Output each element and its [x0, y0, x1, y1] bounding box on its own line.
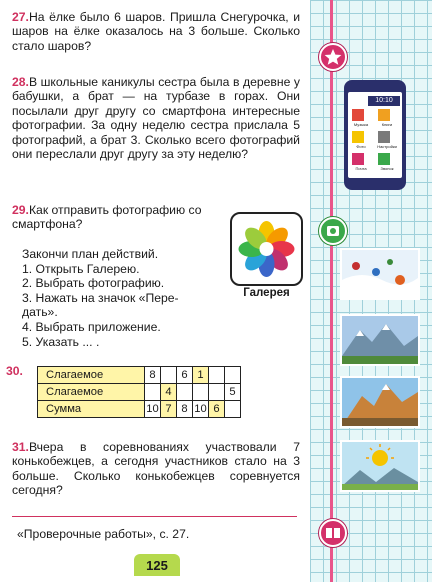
table-cell: [225, 367, 241, 384]
plan-step: дать».: [22, 305, 58, 320]
table-cell: 4: [161, 384, 177, 401]
footer-reference: «Проверочные работы», с. 27.: [17, 527, 190, 541]
table-row: [38, 401, 241, 418]
problem-text: Вчера в соревнованиях участвовали 7 конькобежцев, а сегодня участников стало на 3 больше. Сколько конькобежцев соревнуется сегодня?: [12, 440, 300, 498]
addition-table: [37, 366, 241, 418]
table-cell: [177, 384, 193, 401]
table-cell: [193, 384, 209, 401]
problem-text: Как отправить фотографию со смартфона?: [12, 203, 202, 232]
mail-icon: [352, 153, 364, 165]
photos-icon: [352, 131, 364, 143]
action-plan: [22, 247, 222, 349]
table-cell: 7: [161, 401, 177, 418]
table-cell: 10: [145, 401, 161, 418]
app-label: Фото: [356, 144, 366, 149]
phone-screen: [348, 92, 402, 178]
star-icon: [319, 43, 347, 71]
problem-27: [12, 10, 300, 53]
row-label: Сумма: [38, 401, 145, 418]
table-cell: [209, 367, 225, 384]
app-label: Почта: [355, 166, 367, 171]
problem-number: 28.: [12, 75, 29, 89]
table-cell: [161, 367, 177, 384]
table-cell: 10: [193, 401, 209, 418]
app-label: Настройки: [377, 144, 397, 149]
call-icon: [378, 153, 390, 165]
table-cell: [209, 384, 225, 401]
flower-icon: [232, 214, 301, 284]
problem-number: 29.: [12, 203, 29, 217]
music-icon: [352, 109, 364, 121]
table-cell: [145, 384, 161, 401]
table-cell: 1: [193, 367, 209, 384]
mountain-photo: [340, 314, 420, 366]
plan-step: 5. Указать ... .: [22, 334, 100, 349]
page-number: 125: [134, 554, 180, 576]
margin-line: [330, 0, 333, 582]
table-row: [38, 367, 241, 384]
plan-step: 1. Открыть Галерею.: [22, 261, 140, 276]
problem-text: В школьные каникулы сестра была в деревне у бабушки, а брат — на турбазе в горах. Они посылали друг другу со смартфона интересные фотографии. За одну неделю сестра прислала 5 фотографий, а брат 3. Сколько всего фотографий они переслали друг другу за эту неделю?: [12, 75, 300, 162]
plan-intro: Закончи план действий.: [22, 247, 159, 261]
app-label: Звонок: [380, 166, 394, 171]
gallery-icon: [230, 212, 303, 286]
problem-31: [12, 440, 300, 498]
problem-number: 30.: [6, 364, 23, 378]
plan-step: 4. Выбрать приложение.: [22, 319, 161, 334]
problem-text: На ёлке было 6 шаров. Пришла Снегурочка, и шаров на ёлке оказалось на 3 больше. Сколько стало шаров?: [12, 10, 300, 53]
smartphone-illustration: [344, 80, 406, 190]
photo-icon: [319, 217, 347, 245]
problem-number: 27.: [12, 10, 29, 24]
table-row: [38, 384, 241, 401]
app-label: Музыка: [353, 122, 369, 127]
plan-step: 3. Нажать на значок «Пере-: [22, 290, 179, 305]
app-label: Книги: [381, 122, 393, 127]
problem-28: [12, 75, 300, 161]
gallery-label: Галерея: [243, 287, 290, 299]
sun-landscape-picture: [340, 440, 420, 492]
books-icon: [378, 109, 390, 121]
table-cell: 6: [209, 401, 225, 418]
table-cell: 8: [145, 367, 161, 384]
table-cell: [225, 401, 241, 418]
table-cell: 6: [177, 367, 193, 384]
divider: [12, 516, 297, 517]
row-label: Слагаемое: [38, 367, 145, 384]
settings-icon: [378, 131, 390, 143]
table-cell: 5: [225, 384, 241, 401]
problem-29: [12, 203, 212, 232]
plan-step: 2. Выбрать фотографию.: [22, 276, 165, 291]
book-icon: [319, 519, 347, 547]
row-label: Слагаемое: [38, 384, 145, 401]
winter-photo: [340, 248, 420, 300]
problem-number: 31.: [12, 440, 29, 454]
peak-photo: [340, 376, 420, 428]
phone-clock: 10:10: [368, 96, 400, 106]
table-cell: 8: [177, 401, 193, 418]
